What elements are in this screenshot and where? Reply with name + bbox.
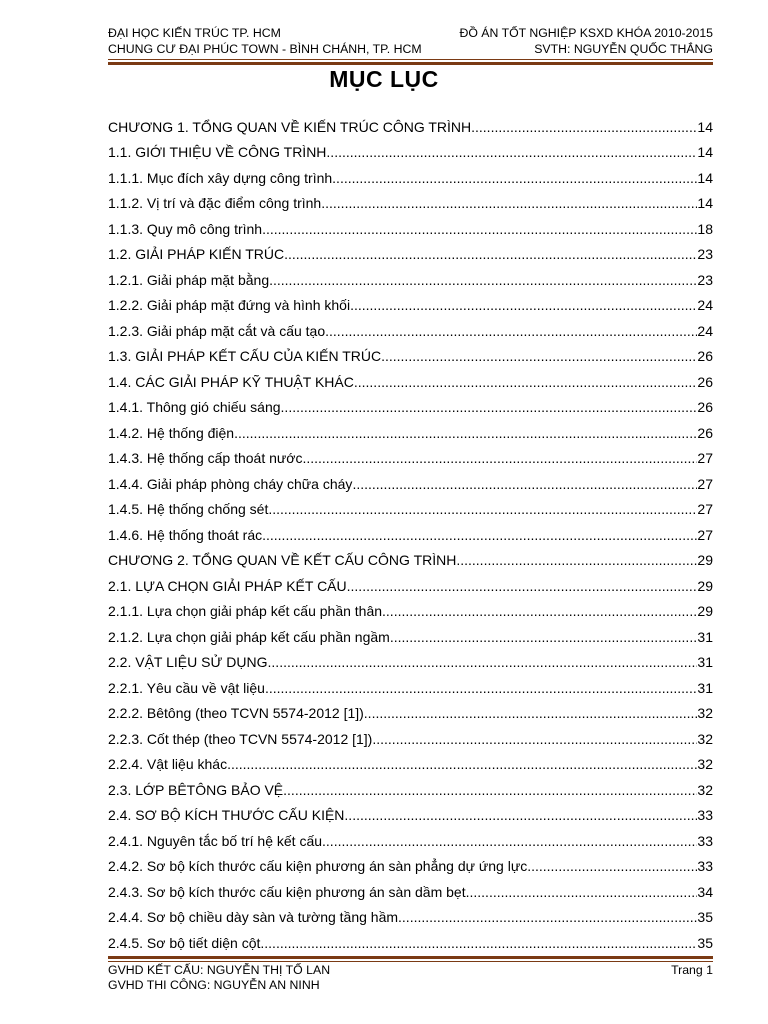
toc-dot-leader <box>268 654 698 670</box>
toc-entry[interactable] <box>108 395 713 421</box>
toc-entry-title: 2.4. SƠ BỘ KÍCH THƯỚC CẤU KIỆN <box>108 807 345 824</box>
toc-entry[interactable] <box>108 140 713 166</box>
toc-entry-page: 14 <box>697 118 713 135</box>
header-row-2 <box>108 42 713 58</box>
toc-entry-page: 32 <box>697 756 713 773</box>
toc-entry-title: 2.2.1. Yêu cầu về vật liệu <box>108 679 265 696</box>
toc-entry-title: 2.2.3. Cốt thép (theo TCVN 5574-2012 [1]) <box>108 730 373 747</box>
toc-entry[interactable] <box>108 114 713 140</box>
toc-entry-title: 1.4.4. Giải pháp phòng cháy chữa cháy <box>108 475 353 492</box>
toc-dot-leader <box>332 170 697 186</box>
toc-entry-title: 2.4.3. Sơ bộ kích thước cấu kiện phương án sàn dầm bẹt <box>108 883 466 900</box>
toc-entry[interactable] <box>108 777 713 803</box>
toc-entry-page: 31 <box>697 628 713 645</box>
toc-entry-page: 26 <box>697 348 713 365</box>
toc-entry-page: 26 <box>697 399 713 416</box>
page-title: MỤC LỤC <box>329 66 439 92</box>
toc-entry[interactable] <box>108 242 713 268</box>
toc-entry-title: 1.2. GIẢI PHÁP KIẾN TRÚC <box>108 246 285 263</box>
toc-entry-page: 32 <box>697 781 713 798</box>
header-rule-thick <box>108 62 713 65</box>
toc-dot-leader <box>456 552 697 568</box>
toc-entry-page: 14 <box>697 195 713 212</box>
toc-entry[interactable] <box>108 854 713 880</box>
toc-entry-page: 23 <box>697 271 713 288</box>
toc-entry[interactable] <box>108 573 713 599</box>
toc-dot-leader <box>466 884 698 900</box>
toc-entry[interactable] <box>108 548 713 574</box>
toc-entry[interactable] <box>108 624 713 650</box>
toc-dot-leader <box>234 425 697 441</box>
toc-entry-title: 1.4.5. Hệ thống chống sét <box>108 501 269 518</box>
toc-entry-page: 14 <box>697 144 713 161</box>
toc-dot-leader <box>325 323 697 339</box>
toc-dot-leader <box>262 221 697 237</box>
toc-entry-title: 2.4.5. Sơ bộ tiết diện cột <box>108 934 261 951</box>
toc-entry[interactable] <box>108 497 713 523</box>
toc-entry-page: 31 <box>697 679 713 696</box>
toc-dot-leader <box>281 399 698 415</box>
toc-entry-page: 27 <box>697 475 713 492</box>
toc-entry-title: 2.1.1. Lựa chọn giải pháp kết cấu phần thân <box>108 603 383 620</box>
toc-entry[interactable] <box>108 522 713 548</box>
toc-entry-title: 1.3. GIẢI PHÁP KẾT CẤU CỦA KIẾN TRÚC <box>108 348 382 365</box>
toc-dot-leader <box>268 501 697 517</box>
toc-entry[interactable] <box>108 318 713 344</box>
toc-entry-title: CHƯƠNG 1. TỔNG QUAN VỀ KIẾN TRÚC CÔNG TRÌNH <box>108 118 472 135</box>
toc-entry-title: 2.2. VẬT LIỆU SỬ DỤNG <box>108 654 268 671</box>
toc-dot-leader <box>527 858 697 874</box>
toc-dot-leader <box>390 629 698 645</box>
toc-entry-title: 1.1.1. Mục đích xây dựng công trình <box>108 169 333 186</box>
toc-entry[interactable] <box>108 369 713 395</box>
toc-entry-title: 2.4.2. Sơ bộ kích thước cấu kiện phương án sàn phẳng dự ứng lực <box>108 858 528 875</box>
toc-entry-title: 2.2.2. Bêtông (theo TCVN 5574-2012 [1]) <box>108 705 364 722</box>
toc-entry-page: 32 <box>697 705 713 722</box>
toc-entry-title: 1.4.3. Hệ thống cấp thoát nước <box>108 450 303 467</box>
toc-entry-page: 29 <box>697 603 713 620</box>
toc-entry-title: 2.1.2. Lựa chọn giải pháp kết cấu phần ngầm <box>108 628 390 645</box>
toc-entry-page: 31 <box>697 654 713 671</box>
footer-structure-advisor: GVHD KẾT CẤU: NGUYỄN THỊ TỐ LAN <box>108 963 331 977</box>
toc-dot-leader <box>262 527 697 543</box>
toc-dot-leader <box>265 680 697 696</box>
toc-dot-leader <box>347 578 698 594</box>
toc-entry-page: 14 <box>697 169 713 186</box>
footer-rule-thick <box>108 956 713 959</box>
toc-entry-page: 26 <box>697 373 713 390</box>
toc-dot-leader <box>354 374 698 390</box>
toc-entry[interactable] <box>108 650 713 676</box>
footer-row-1 <box>108 963 713 978</box>
toc-entry[interactable] <box>108 879 713 905</box>
toc-entry-page: 34 <box>697 883 713 900</box>
toc-entry-title: 2.4.1. Nguyên tắc bố trí hệ kết cấu <box>108 832 323 849</box>
toc-entry[interactable] <box>108 675 713 701</box>
toc-entry[interactable] <box>108 803 713 829</box>
footer-row-2 <box>108 978 713 993</box>
toc-entry-page: 27 <box>697 501 713 518</box>
toc-entry-page: 27 <box>697 526 713 543</box>
toc-entry[interactable] <box>108 216 713 242</box>
footer-rule-thin <box>108 961 713 962</box>
toc-dot-leader <box>381 348 697 364</box>
toc-entry[interactable] <box>108 165 713 191</box>
toc-entry[interactable] <box>108 267 713 293</box>
toc-entry-title: 1.2.1. Giải pháp mặt bằng <box>108 271 270 288</box>
toc-dot-leader <box>284 246 697 262</box>
toc-entry[interactable] <box>108 191 713 217</box>
toc-entry-page: 24 <box>697 322 713 339</box>
toc-entry-page: 29 <box>697 577 713 594</box>
toc-dot-leader <box>372 731 697 747</box>
toc-entry-title: 2.4.4. Sơ bộ chiều dày sàn và tường tầng hầm <box>108 909 399 926</box>
toc-entry-page: 35 <box>697 934 713 951</box>
toc-entry-page: 35 <box>697 909 713 926</box>
footer-page-number: Trang 1 <box>671 963 713 977</box>
header-university: ĐẠI HỌC KIẾN TRÚC TP. HCM <box>108 26 281 40</box>
toc-entry[interactable] <box>108 446 713 472</box>
toc-entry[interactable] <box>108 726 713 752</box>
toc-entry[interactable] <box>108 701 713 727</box>
toc-entry[interactable] <box>108 293 713 319</box>
toc-entry-title: 1.2.3. Giải pháp mặt cắt và cấu tạo <box>108 322 326 339</box>
toc-dot-leader <box>326 144 697 160</box>
toc-dot-leader <box>398 909 697 925</box>
toc-dot-leader <box>302 450 697 466</box>
toc-dot-leader <box>321 195 697 211</box>
toc-entry-title: 1.1. GIỚI THIỆU VỀ CÔNG TRÌNH <box>108 144 327 161</box>
toc-dot-leader <box>364 705 698 721</box>
toc-entry-page: 33 <box>697 832 713 849</box>
toc-dot-leader <box>382 603 697 619</box>
toc-entry[interactable] <box>108 752 713 778</box>
toc-entry[interactable] <box>108 420 713 446</box>
toc-entry-page: 33 <box>697 858 713 875</box>
toc-entry-title: 1.4.6. Hệ thống thoát rác <box>108 526 263 543</box>
toc-entry[interactable] <box>108 471 713 497</box>
toc-entry[interactable] <box>108 930 713 956</box>
table-of-contents <box>108 114 713 956</box>
toc-entry-page: 24 <box>697 297 713 314</box>
toc-dot-leader <box>227 756 697 772</box>
header-student: SVTH: NGUYỄN QUỐC THẮNG <box>534 41 713 56</box>
toc-entry[interactable] <box>108 905 713 931</box>
toc-entry-page: 33 <box>697 807 713 824</box>
toc-entry-title: 1.4.2. Hệ thống điện <box>108 424 235 441</box>
toc-entry[interactable] <box>108 828 713 854</box>
toc-entry-page: 29 <box>697 552 713 569</box>
toc-entry-page: 32 <box>697 730 713 747</box>
toc-dot-leader <box>344 807 697 823</box>
header-row-1 <box>108 26 713 42</box>
footer-construction-advisor: GVHD THI CÔNG: NGUYỄN AN NINH <box>108 978 320 992</box>
toc-dot-leader <box>269 272 697 288</box>
toc-entry-title: 1.2.2. Giải pháp mặt đứng và hình khối <box>108 297 351 314</box>
toc-entry-title: 2.1. LỰA CHỌN GIẢI PHÁP KẾT CẤU <box>108 577 347 594</box>
header-rule-thin <box>108 59 713 60</box>
toc-dot-leader <box>322 833 697 849</box>
toc-entry[interactable] <box>108 344 713 370</box>
toc-entry[interactable] <box>108 599 713 625</box>
toc-dot-leader <box>352 476 697 492</box>
page-footer <box>108 963 713 993</box>
toc-entry-page: 27 <box>697 450 713 467</box>
toc-entry-page: 18 <box>697 220 713 237</box>
toc-entry-page: 26 <box>697 424 713 441</box>
toc-entry-title: 2.3. LỚP BÊTÔNG BẢO VỆ <box>108 781 284 798</box>
header-building: CHUNG CƯ ĐẠI PHÚC TOWN - BÌNH CHÁNH, TP. HCM <box>108 41 422 56</box>
toc-entry-title: 1.4.1. Thông gió chiếu sáng <box>108 399 281 416</box>
toc-dot-leader <box>260 935 697 951</box>
toc-entry-page: 23 <box>697 246 713 263</box>
page-header <box>108 26 713 57</box>
toc-entry-title: 1.1.2. Vị trí và đặc điểm công trình <box>108 195 322 212</box>
toc-entry-title: CHƯƠNG 2. TỔNG QUAN VỀ KẾT CẤU CÔNG TRÌNH <box>108 552 457 569</box>
toc-entry-title: 2.2.4. Vật liệu khác <box>108 756 228 773</box>
header-project-type: ĐỒ ÁN TỐT NGHIỆP KSXD KHÓA 2010-2015 <box>459 26 713 40</box>
toc-entry-title: 1.4. CÁC GIẢI PHÁP KỸ THUẬT KHÁC <box>108 373 354 390</box>
toc-dot-leader <box>471 119 697 135</box>
toc-dot-leader <box>350 297 697 313</box>
toc-entry-title: 1.1.3. Quy mô công trình <box>108 220 263 237</box>
toc-dot-leader <box>283 782 697 798</box>
